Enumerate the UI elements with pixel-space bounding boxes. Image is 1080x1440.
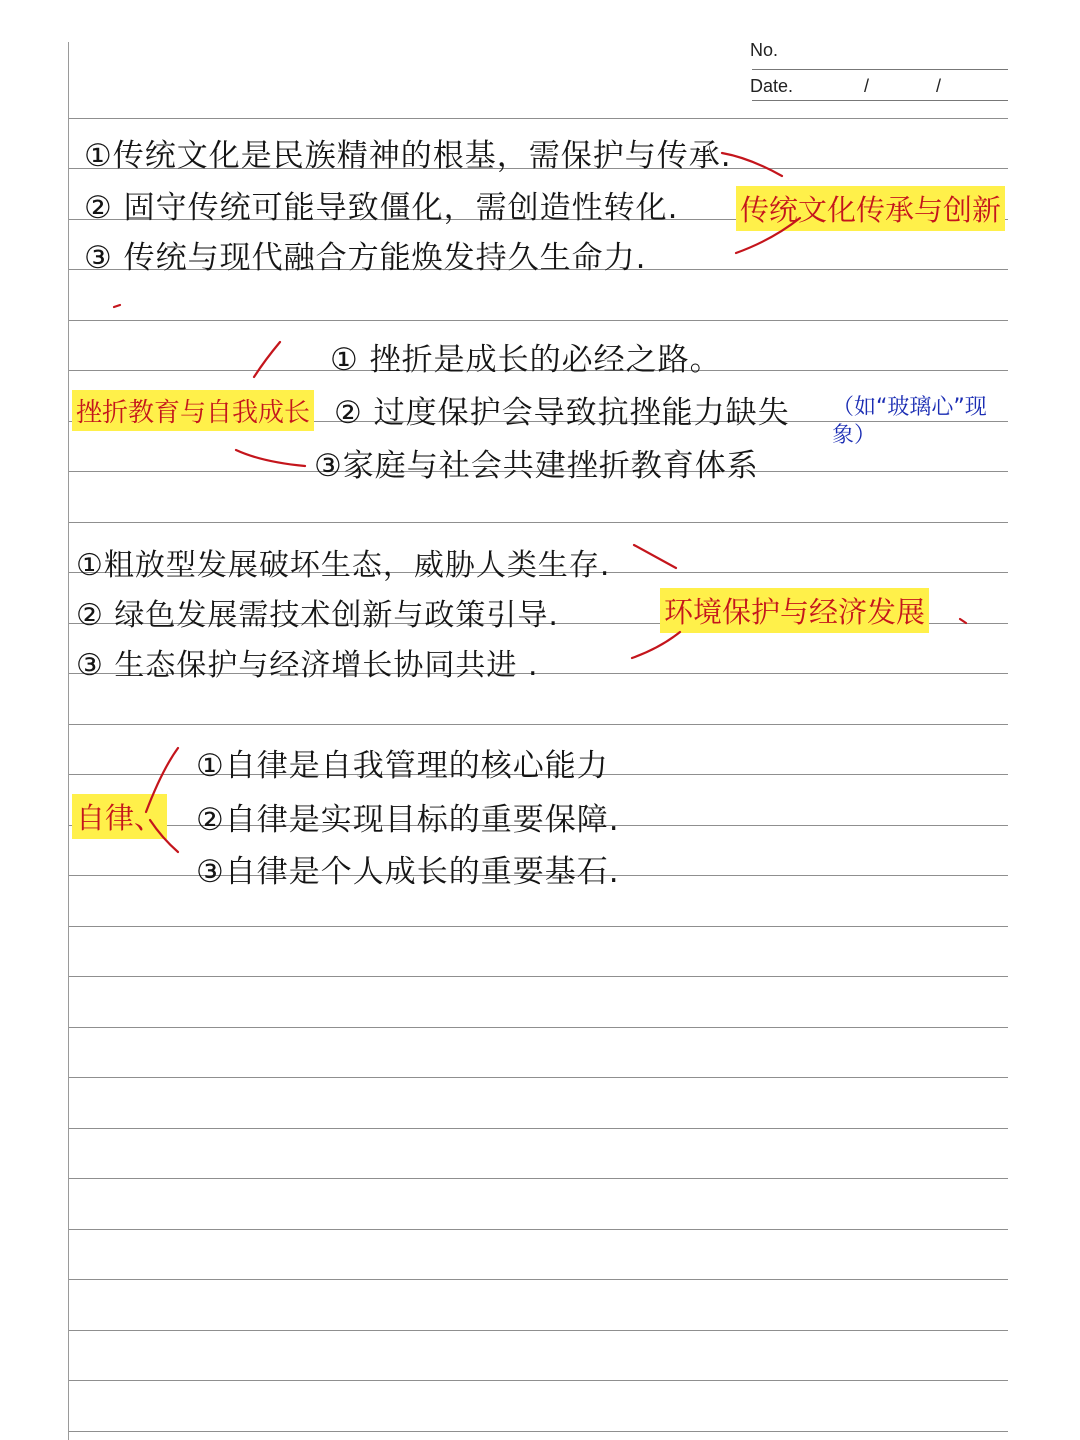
note-line: ① 挫折是成长的必经之路。 (330, 342, 722, 378)
note-line: ② 固守传统可能导致僵化，需创造性转化. (84, 190, 679, 226)
note-line: ①自律是自我管理的核心能力 (196, 748, 609, 784)
connector-stroke (254, 342, 280, 377)
connector-stroke (146, 748, 178, 812)
topic-label: 挫折教育与自我成长 (72, 390, 314, 431)
topic-label: 自律、 (72, 794, 167, 839)
topic-label: 环境保护与经济发展 (660, 588, 929, 633)
connector-stroke (634, 545, 676, 568)
note-line: ③ 传统与现代融合方能焕发持久生命力. (84, 240, 647, 276)
note-line: ③家庭与社会共建挫折教育体系 (314, 448, 759, 484)
note-line: ③ 生态保护与经济增长协同共进 . (76, 648, 539, 683)
stray-mark (114, 305, 120, 307)
date-label: Date. (750, 76, 794, 96)
note-line: ② 绿色发展需技术创新与政策引导. (76, 598, 559, 633)
note-line: ②自律是实现目标的重要保障. (196, 802, 620, 838)
no-label: No. (750, 40, 779, 60)
note-line: ①粗放型发展破坏生态，威胁人类生存. (76, 548, 611, 583)
note-line: ③自律是个人成长的重要基石. (196, 854, 620, 890)
note-line: ①传统文化是民族精神的根基，需保护与传承. (84, 138, 732, 174)
note-line: ② 过度保护会导致抗挫能力缺失 (334, 395, 790, 431)
connector-stroke (632, 632, 680, 658)
date-separator: / (936, 76, 942, 96)
topic-label: 传统文化传承与创新 (736, 186, 1005, 231)
date-separator: / (864, 76, 870, 96)
stray-mark (960, 619, 966, 623)
connector-stroke (736, 218, 800, 253)
example-note: （如“玻璃心”现象） (832, 395, 987, 448)
connector-stroke (236, 450, 305, 466)
connector-stroke (722, 153, 782, 176)
connector-stroke (150, 820, 178, 852)
